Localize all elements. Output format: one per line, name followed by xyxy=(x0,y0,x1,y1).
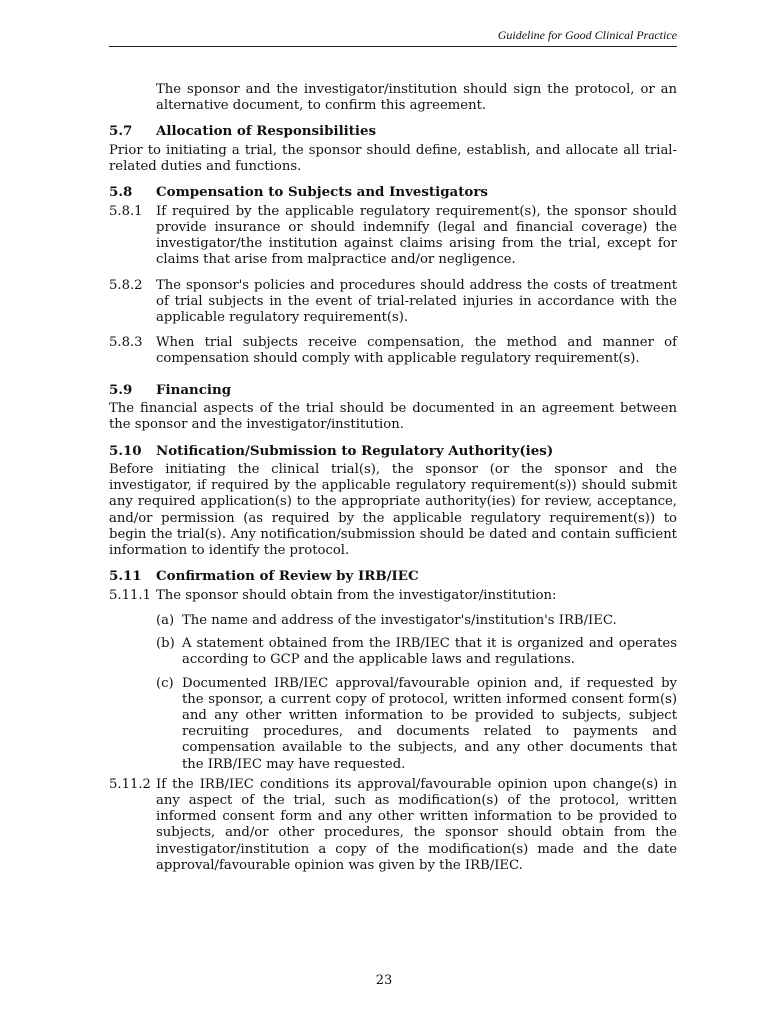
running-header: Guideline for Good Clinical Practice xyxy=(109,28,677,47)
sub-item-c xyxy=(156,676,677,773)
section-5-7-text: Prior to initiating a trial, the sponsor should define, establish, and allocate all trial-related duties and functions. xyxy=(109,142,677,175)
item-5-11-2 xyxy=(109,777,677,874)
section-number: 5.11 xyxy=(109,568,142,585)
section-number: 5.7 xyxy=(109,123,133,140)
item-number: 5.11.1 xyxy=(109,587,151,603)
section-title: Confirmation of Review by IRB/IEC xyxy=(156,568,419,585)
section-title: Financing xyxy=(156,381,232,398)
section-title: Allocation of Responsibilities xyxy=(156,123,377,140)
document-page xyxy=(109,28,677,883)
sub-item-text: A statement obtained from the IRB/IEC that it is organized and operates according to GCP and the applicable laws and regulations. xyxy=(182,636,677,668)
sub-item-text: Documented IRB/IEC approval/favourable opinion and, if requested by the sponsor, a current copy of protocol, written informed consent form(s) and any other written information to be provided to subjects, subject recruiting procedures, and documents related to payments and compensation available to the subjects, and any other documents that the IRB/IEC may have requested. xyxy=(182,675,677,772)
item-text: The sponsor should obtain from the investigator/institution: xyxy=(156,587,557,603)
item-text: If the IRB/IEC conditions its approval/favourable opinion upon change(s) in any aspect of the trial, such as modification(s) of the protocol, written informed consent form and any other written information to be provided to subjects, and/or other procedures, the sponsor should obtain from the investigator/institution a copy of the modification(s) made and the date approval/favourable opinion was given by the IRB/IEC. xyxy=(156,776,677,873)
item-number: 5.8.1 xyxy=(109,203,143,219)
page-number: 23 xyxy=(375,973,393,988)
section-5-9-text: The financial aspects of the trial should be documented in an agreement between the sponsor and the investigator/institution. xyxy=(109,401,677,433)
section-5-11-heading xyxy=(109,568,677,585)
section-number: 5.8 xyxy=(109,184,133,201)
sub-item-b xyxy=(156,636,677,668)
intro-paragraph: The sponsor and the investigator/institution should sign the protocol, or an alternative document, to confirm this agreement. xyxy=(156,82,677,114)
section-5-10-heading xyxy=(109,443,677,460)
section-5-8-heading xyxy=(109,184,677,201)
item-text: When trial subjects receive compensation, the method and manner of compensation should comply with applicable regulatory requirement(s). xyxy=(156,335,677,367)
page-content xyxy=(109,82,677,874)
sub-item-text: The name and address of the investigator's/institution's IRB/IEC. xyxy=(182,612,617,628)
item-5-8-1 xyxy=(109,204,677,269)
sub-item-label: (b) xyxy=(156,636,175,652)
item-number: 5.11.2 xyxy=(109,776,151,792)
item-number: 5.8.3 xyxy=(109,335,143,351)
sub-item-label: (a) xyxy=(156,612,175,628)
section-5-7-heading xyxy=(109,123,677,140)
item-text: The sponsor's policies and procedures should address the costs of treatment of trial subjects in the event of trial-related injuries in accordance with the applicable regulatory requirement(s). xyxy=(156,277,677,326)
sub-item-a xyxy=(156,613,677,629)
section-number: 5.9 xyxy=(109,381,133,398)
item-5-8-2 xyxy=(109,278,677,327)
section-number: 5.10 xyxy=(109,442,142,459)
section-5-10-text: Before initiating the clinical trial(s), the sponsor (or the sponsor and the investigator, if required by the applicable regulatory requirement(s)) should submit any required application(s) to the appropriate authority(ies) for review, acceptance, and/or permission (as required by the applicable regulatory requirement(s)) to begin the trial(s). Any notification/submission should be dated and contain sufficient information to identify the protocol. xyxy=(109,462,677,559)
section-title: Compensation to Subjects and Investigators xyxy=(156,184,488,201)
item-5-8-3 xyxy=(109,335,677,367)
section-title: Notification/Submission to Regulatory Authority(ies) xyxy=(156,442,554,459)
item-5-11-1 xyxy=(109,588,677,604)
item-number: 5.8.2 xyxy=(109,277,143,293)
item-text: If required by the applicable regulatory requirement(s), the sponsor should provide insurance or should indemnify (legal and financial coverage) the investigator/the institution against claims arising from the trial, except for claims that arise from malpractice and/or negligence. xyxy=(156,203,677,268)
sub-item-label: (c) xyxy=(156,675,174,691)
section-5-9-heading xyxy=(109,382,677,399)
